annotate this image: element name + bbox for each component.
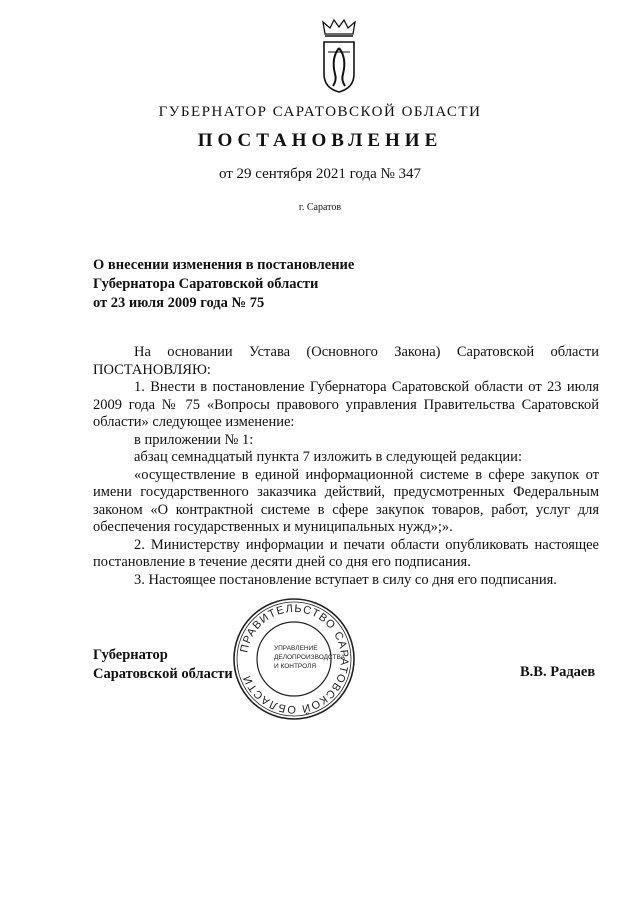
stamp-center-text bbox=[274, 644, 345, 671]
signatory-title-line: Саратовской области bbox=[93, 666, 233, 682]
subject-line: О внесении изменения в постановление bbox=[93, 257, 355, 273]
stamp-inner-line: ДЕЛОПРОИЗВОДСТВА bbox=[274, 654, 345, 661]
paragraph-item-1: 1. Внести в постановление Губернатора Саратовской области от 23 июля 2009 года № 75 «Вопросы правового управления Правительства Саратовской области» следующее изменение: bbox=[93, 379, 599, 430]
document-body bbox=[93, 344, 599, 589]
coat-of-arms-icon bbox=[318, 18, 360, 94]
paragraph-item-1-sub: в приложении № 1: bbox=[134, 431, 254, 448]
paragraph-item-2: 2. Министерству информации и печати области опубликовать настоящее постановление в течение десяти дней со дня его подписания. bbox=[93, 536, 599, 570]
stamp-ring-text: ПРАВИТЕЛЬСТВО САРАТОВСКОЙ ОБЛАСТИ bbox=[238, 602, 351, 716]
stamp-inner-line: УПРАВЛЕНИЕ bbox=[274, 645, 318, 652]
subject-line: от 23 июля 2009 года № 75 bbox=[93, 295, 265, 311]
document-type-title: ПОСТАНОВЛЕНИЕ bbox=[197, 130, 443, 151]
paragraph-item-1-sub: абзац семнадцатый пункта 7 изложить в следующей редакции: bbox=[134, 449, 522, 465]
signatory-name: В.В. Радаев bbox=[520, 664, 596, 680]
document-city: г. Саратов bbox=[298, 202, 342, 213]
document-date-number: от 29 сентября 2021 года № 347 bbox=[218, 166, 422, 182]
signatory-title bbox=[93, 646, 233, 684]
subject-line: Губернатора Саратовской области bbox=[93, 276, 319, 292]
issuing-authority: ГУБЕРНАТОР САРАТОВСКОЙ ОБЛАСТИ bbox=[158, 104, 482, 120]
document-subject bbox=[93, 256, 513, 313]
paragraph-item-1-quote: «осуществление в единой информационной системе в сфере закупок от имени государственного заказчика действий, предусмотренных Федеральным законом «О контрактной системе в сфере закупок товаров, работ, услуг для обеспечения государственных и муниципальных нужд»;». bbox=[93, 466, 599, 535]
stamp-inner-line: И КОНТРОЛЯ bbox=[274, 663, 317, 670]
preamble-resolution: ПОСТАНОВЛЯЮ: bbox=[93, 361, 211, 378]
preamble-line: На основании Устава (Основного Закона) Саратовской области bbox=[134, 344, 599, 360]
paragraph-item-3: 3. Настоящее постановление вступает в силу со дня его подписания. bbox=[134, 571, 557, 588]
signatory-title-line: Губернатор bbox=[93, 647, 168, 663]
